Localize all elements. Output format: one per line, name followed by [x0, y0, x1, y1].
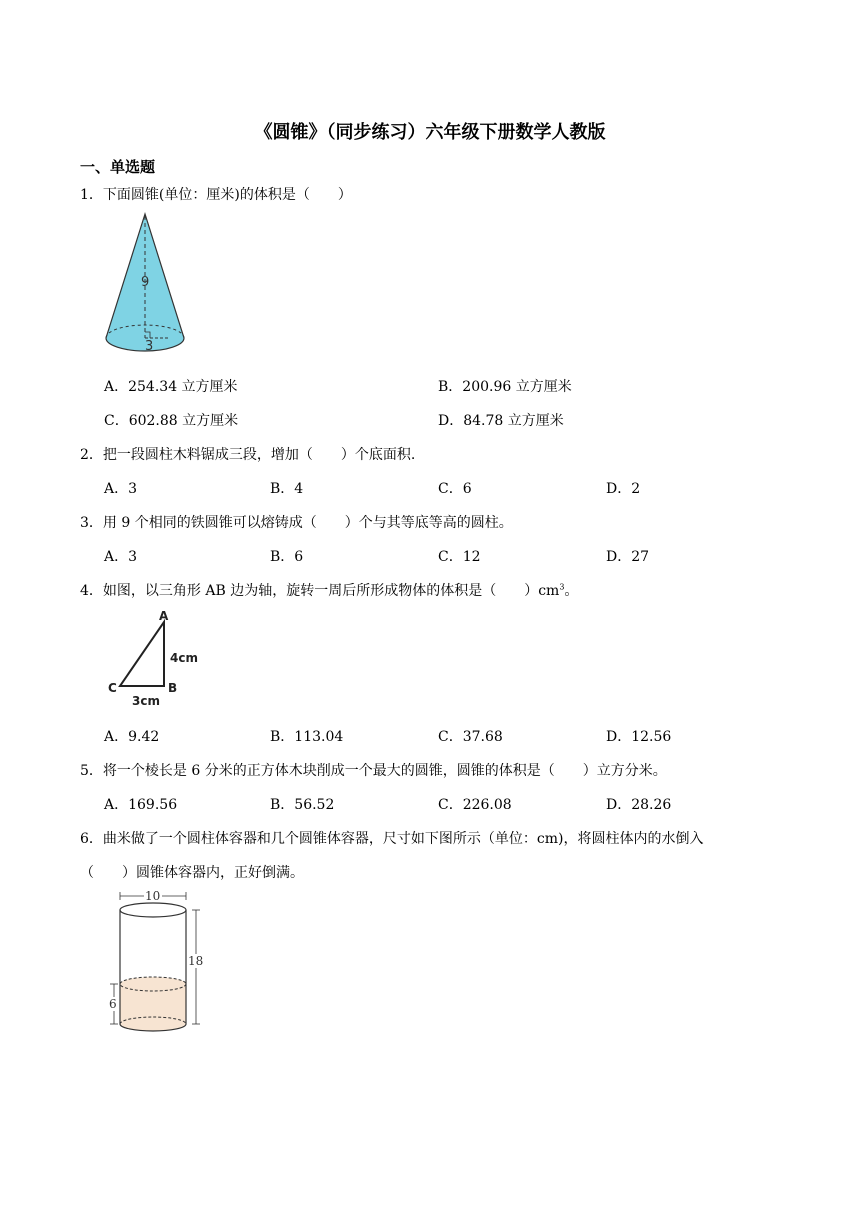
q4-option-c[interactable]: C．37.68	[438, 729, 503, 745]
section-heading: 一、单选题	[80, 158, 156, 176]
question-6-stem: 6．曲米做了一个圆柱体容器和几个圆锥体容器，尺寸如下图所示（单位：cm)，将圆柱体内的水倒入	[80, 831, 704, 847]
q2-option-a[interactable]: A．3	[104, 481, 138, 497]
q2-option-b[interactable]: B．4	[270, 481, 304, 497]
question-5-stem: 5．将一个棱长是 6 分米的正方体木块削成一个最大的圆锥，圆锥的体积是（ ）立方分米。	[80, 763, 667, 779]
cone-radius-label: 3	[145, 339, 154, 354]
question-6-stem-line2: （ ）圆锥体容器内，正好倒满。	[80, 865, 304, 881]
question-4-superscript: 3	[559, 582, 565, 592]
vertex-b-label: B	[168, 681, 178, 695]
q2-option-c[interactable]: C．6	[438, 481, 472, 497]
q2-option-d[interactable]: D．2	[606, 481, 641, 497]
q3-option-b[interactable]: B．6	[270, 549, 304, 565]
cylinder-height-label: 18	[188, 954, 204, 968]
document-title: 《圆锥》（同步练习）六年级下册数学人教版	[254, 122, 606, 143]
q4-option-a[interactable]: A．9.42	[104, 729, 160, 745]
q1-option-b[interactable]: B．200.96 立方厘米	[438, 379, 572, 395]
question-2-stem: 2．把一段圆柱木料锯成三段，增加（ ）个底面积.	[80, 447, 416, 463]
question-4-stem	[80, 580, 578, 600]
side-cb-label: 3cm	[132, 694, 160, 708]
question-4-stem-text: 4．如图，以三角形 AB 边为轴，旋转一周后所形成物体的体积是（ ）cm	[80, 583, 560, 599]
side-ab-label: 4cm	[170, 651, 198, 665]
q1-option-a[interactable]: A．254.34 立方厘米	[104, 379, 238, 395]
q4-option-b[interactable]: B．113.04	[270, 729, 344, 745]
q3-option-d[interactable]: D．27	[606, 549, 650, 565]
q1-option-d[interactable]: D．84.78 立方厘米	[438, 413, 564, 429]
q5-option-a[interactable]: A．169.56	[104, 797, 178, 813]
q3-option-a[interactable]: A．3	[104, 549, 138, 565]
q5-option-c[interactable]: C．226.08	[438, 797, 512, 813]
question-3-stem: 3．用 9 个相同的铁圆锥可以熔铸成（ ）个与其等底等高的圆柱。	[80, 515, 513, 531]
cone-height-label: 9	[141, 275, 150, 290]
question-4-stem-end: 。	[564, 583, 579, 599]
q1-option-c[interactable]: C．602.88 立方厘米	[104, 413, 239, 429]
cone-figure	[100, 210, 190, 360]
q5-option-b[interactable]: B．56.52	[270, 797, 335, 813]
q5-option-d[interactable]: D．28.26	[606, 797, 672, 813]
q4-option-d[interactable]: D．12.56	[606, 729, 672, 745]
triangle-figure	[104, 608, 204, 712]
vertex-c-label: C	[108, 681, 117, 695]
question-1-stem: 1．下面圆锥(单位：厘米)的体积是（ ）	[80, 187, 352, 203]
vertex-a-label: A	[159, 609, 169, 623]
q3-option-c[interactable]: C．12	[438, 549, 481, 565]
cylinder-diameter-label: 10	[145, 889, 161, 903]
water-height-label: 6	[109, 997, 117, 1011]
cylinder-figure	[104, 886, 214, 1036]
